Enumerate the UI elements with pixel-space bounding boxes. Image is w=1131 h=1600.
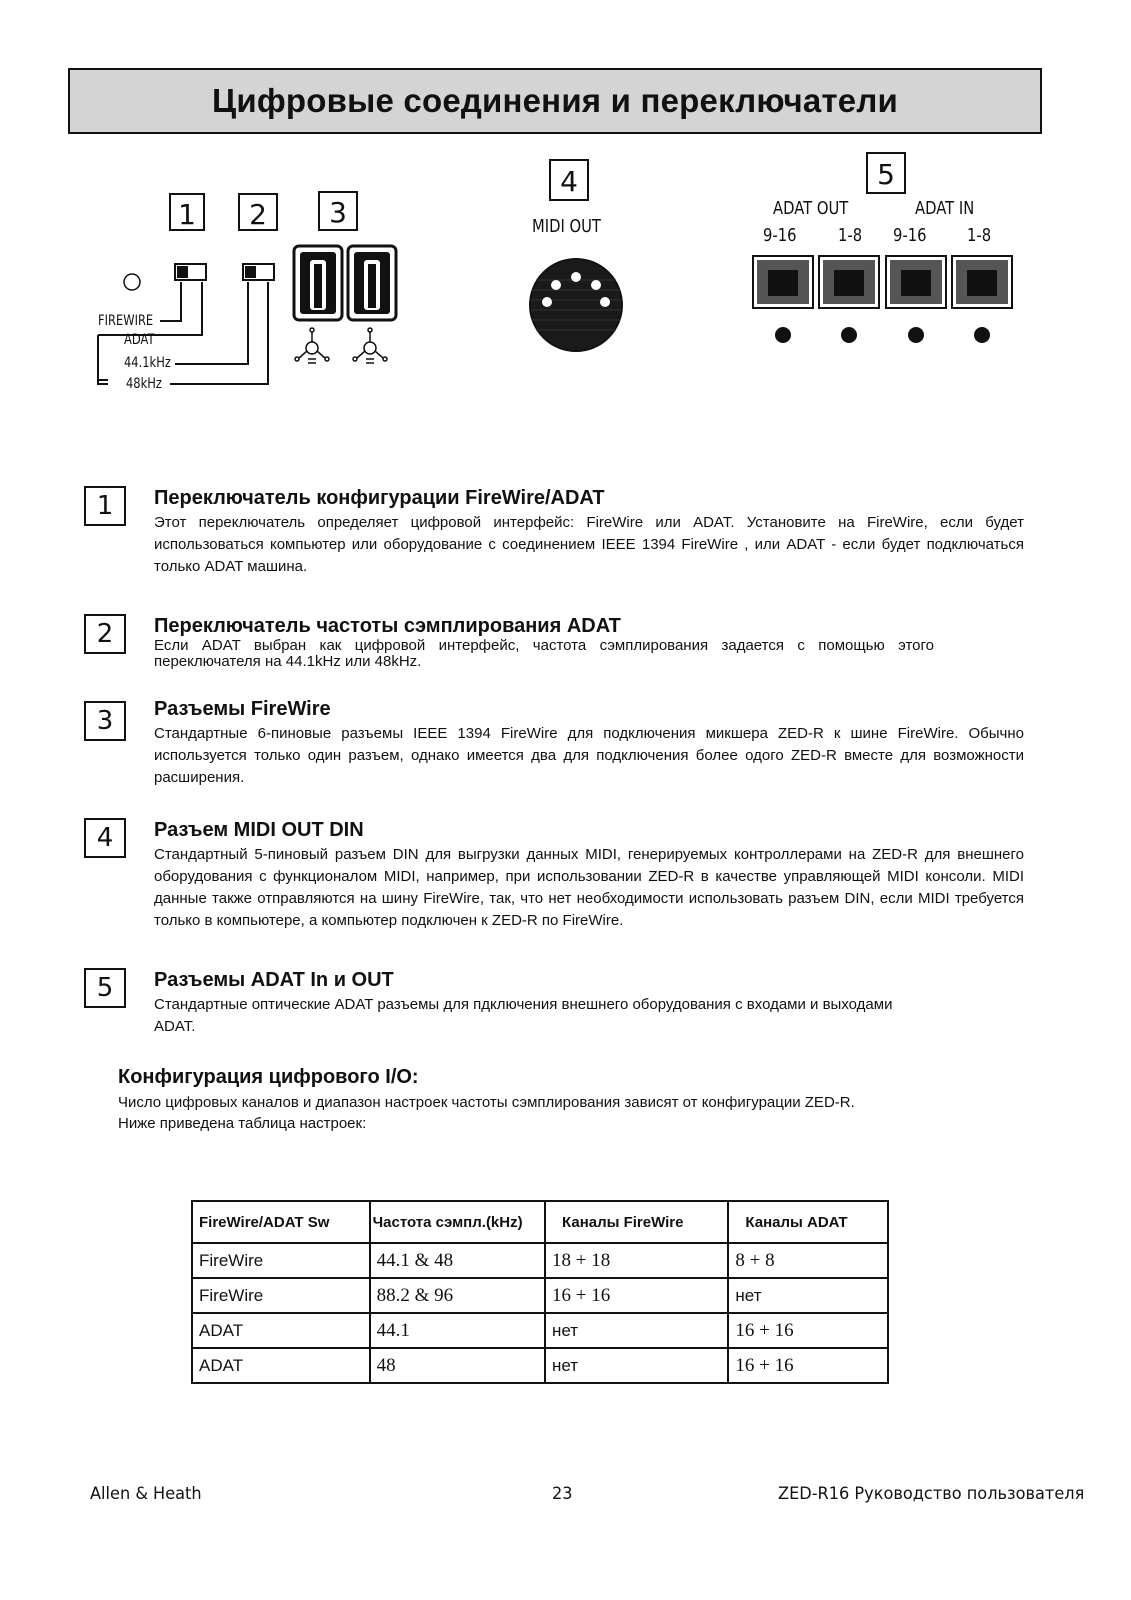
section-number: 1 xyxy=(84,486,126,526)
table-cell: 16 + 16 xyxy=(728,1313,888,1348)
table-cell: ADAT xyxy=(192,1348,370,1383)
section-title: Переключатель частоты сэмплирования ADAT xyxy=(154,615,621,637)
label-firewire: FIREWIRE xyxy=(98,313,154,329)
table-cell: нет xyxy=(545,1313,728,1348)
adat-out-9-16-connector xyxy=(753,256,813,308)
table-cell: 88.2 & 96 xyxy=(370,1278,545,1313)
table-header: Каналы FireWire xyxy=(545,1201,728,1243)
footer-right: ZED-R16 Руководство пользователя xyxy=(778,1484,1085,1504)
adat-led-1 xyxy=(775,327,791,343)
label-adat: ADAT xyxy=(124,332,155,348)
callout-5: 5 xyxy=(877,158,895,191)
table-cell: нет xyxy=(728,1278,888,1313)
callout-1: 1 xyxy=(178,198,196,231)
label-in-9-16: 9-16 xyxy=(893,225,927,246)
table-cell: 18 + 18 xyxy=(545,1243,728,1278)
table-cell: FireWire xyxy=(192,1243,370,1278)
callout-3: 3 xyxy=(329,196,347,229)
adat-led-2 xyxy=(841,327,857,343)
io-config-title: Конфигурация цифрового I/O: xyxy=(118,1066,419,1088)
footer-page-number: 23 xyxy=(552,1484,573,1504)
firewire-symbol-2 xyxy=(353,328,387,363)
table-row xyxy=(192,1278,888,1313)
led-indicator xyxy=(124,274,140,290)
io-config-text-2: Ниже приведена таблица настроек: xyxy=(118,1115,367,1132)
section-title: Разъемы ADAT In и OUT xyxy=(154,969,394,991)
rear-panel-diagram xyxy=(0,140,1131,460)
table-row xyxy=(192,1243,888,1278)
digital-io-config xyxy=(118,1064,998,1134)
callout-4: 4 xyxy=(560,165,578,198)
table-header-row xyxy=(192,1201,888,1243)
midi-out-din-connector xyxy=(530,259,622,351)
section-title: Переключатель конфигурации FireWire/ADAT xyxy=(154,487,605,509)
table-cell: 8 + 8 xyxy=(728,1243,888,1278)
section-number: 3 xyxy=(84,701,126,741)
section-title: Разъем MIDI OUT DIN xyxy=(154,819,364,841)
firewire-connector-1 xyxy=(294,246,342,320)
table-header: Частота сэмпл.(kHz) xyxy=(370,1201,545,1243)
firewire-symbol-1 xyxy=(295,328,329,363)
table-cell: нет xyxy=(545,1348,728,1383)
table-cell: 48 xyxy=(370,1348,545,1383)
section-text: Этот переключатель определяет цифровой интерфейс: FireWire или ADAT. Установите на FireWire, если будет использоваться компьютер или оборудование с соединением IEEE 1394 FireWire , или ADAT - если будет подключаться только ADAT машина. xyxy=(154,514,1024,575)
section-title: Разъемы FireWire xyxy=(154,698,331,720)
callout-2: 2 xyxy=(249,198,267,231)
section-number: 5 xyxy=(84,968,126,1008)
table-cell: 16 + 16 xyxy=(728,1348,888,1383)
label-midi-out: MIDI OUT xyxy=(532,216,601,237)
table-cell: FireWire xyxy=(192,1278,370,1313)
table-cell: 16 + 16 xyxy=(545,1278,728,1313)
table-row xyxy=(192,1313,888,1348)
table-row xyxy=(192,1348,888,1383)
label-out-9-16: 9-16 xyxy=(763,225,797,246)
label-adat-in: ADAT IN xyxy=(915,198,975,219)
section-number: 2 xyxy=(84,614,126,654)
adat-out-1-8-connector xyxy=(819,256,879,308)
section-number: 4 xyxy=(84,818,126,858)
section-text: Если ADAT выбран как цифровой интерфейс, частота сэмплирования задается с помощью этого переключателя на 44.1kHz или 48kHz. xyxy=(154,637,934,670)
adat-in-1-8-connector xyxy=(952,256,1012,308)
adat-in-9-16-connector xyxy=(886,256,946,308)
table-header: Каналы ADAT xyxy=(728,1201,888,1243)
label-in-1-8: 1-8 xyxy=(967,225,992,246)
label-48khz: 48kHz xyxy=(126,376,162,392)
label-adat-out: ADAT OUT xyxy=(773,198,849,219)
table-header: FireWire/ADAT Sw xyxy=(192,1201,370,1243)
label-out-1-8: 1-8 xyxy=(838,225,863,246)
adat-led-3 xyxy=(908,327,924,343)
label-44-1khz: 44.1kHz xyxy=(124,355,171,371)
io-config-text-1: Число цифровых каналов и диапазон настроек частоты сэмплирования зависят от конфигурации ZED-R. xyxy=(118,1094,855,1111)
section-text: Стандартный 5-пиновый разъем DIN для выгрузки данных MIDI, генерируемых контроллерами на ZED-R для внешнего оборудования с функционалом MIDI, например, при использовании ZED-R в качестве управляющей MIDI консоли. MIDI данные также отправляются на шину FireWire, так, что нет необходимости использовать разъем DIN, если MIDI требуется только в компьютере, а компьютер подключен к ZED-R по FireWire. xyxy=(154,846,1024,929)
footer-left: Allen & Heath xyxy=(90,1484,202,1504)
adat-led-4 xyxy=(974,327,990,343)
page-title: Цифровые соединения и переключатели xyxy=(68,68,1042,134)
table-cell: 44.1 xyxy=(370,1313,545,1348)
table-cell: ADAT xyxy=(192,1313,370,1348)
section-text: Стандартные оптические ADAT разъемы для пдключения внешнего оборудования с входами и выходами ADAT. xyxy=(154,996,893,1035)
firewire-connector-2 xyxy=(348,246,396,320)
table-cell: 44.1 & 48 xyxy=(370,1243,545,1278)
config-table xyxy=(191,1200,889,1384)
section-text: Стандартные 6-пиновые разъемы IEEE 1394 FireWire для подключения микшера ZED-R к шине FireWire. Обычно используется только один разъем, однако имеется два для подключения более одого ZED-R вместе для возможности расширения. xyxy=(154,725,1024,786)
